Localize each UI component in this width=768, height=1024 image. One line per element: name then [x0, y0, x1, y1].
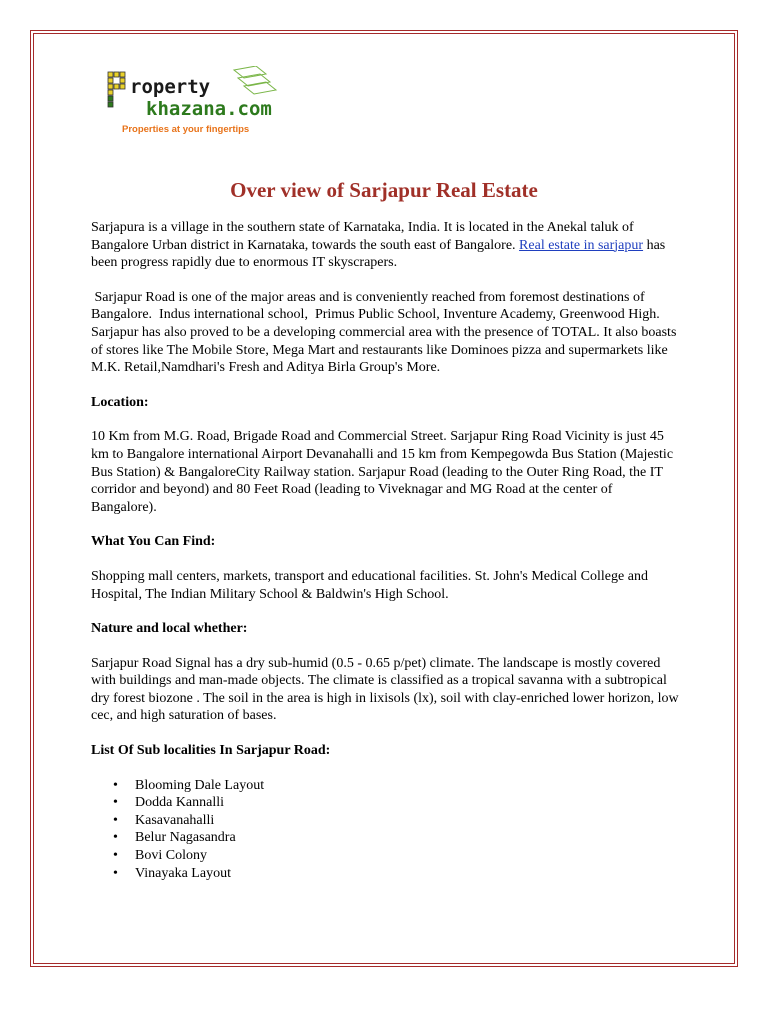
intro-text-before: Sarjapura is a village in the southern state of Karnataka, India. It is located in the Anekal taluk of Bangalore Urban district in Karnataka, towards the south east of Bangalore. — [91, 220, 634, 253]
logo-text-property: roperty — [130, 76, 211, 98]
intro-text-after: has been progress rapidly due to enormous IT skyscrapers. — [91, 237, 666, 271]
sarjapur-road-paragraph: Sarjapur Road is one of the major areas and is conveniently reached from foremost destinations of Bangalore. Indus international school, Primus Public School, Inventure Academy, Greenwood High. Sarjapur has also proved to be a developing commercial area with the presence of TOTAL. It also boasts of stores like The Mobile Store, Mega Mart and restaurants like Dominoes pizza and supermarkets like M.K. Retail,Namdhari's Fresh and Aditya Birla Group's More. — [91, 289, 680, 376]
find-paragraph: Shopping mall centers, markets, transport and educational facilities. St. John's Medical College and Hospital, The Indian Military School & Baldwin's High School. — [91, 568, 648, 602]
list-item: • Belur Nagasandra — [135, 829, 681, 847]
find-heading: What You Can Find: — [91, 534, 216, 550]
document-body — [91, 219, 681, 882]
list-item: • Bovi Colony — [135, 847, 681, 865]
logo-tagline: Properties at your fingertips — [122, 124, 250, 135]
real-estate-link[interactable]: Real estate in sarjapur — [519, 237, 644, 253]
location-heading: Location: — [91, 394, 149, 410]
page-title: Over view of Sarjapur Real Estate — [230, 178, 538, 202]
list-item: • Kasavanahalli — [135, 812, 681, 830]
location-paragraph: 10 Km from M.G. Road, Brigade Road and Commercial Street. Sarjapur Ring Road Vicinity is just 45 km to Bangalore international Airport Devanahalli and 15 km from Kempegowda Bus Station (Majestic Bus Station) & BangaloreCity Railway station. Sarjapur Road (leading to the Outer Ring Road, the IT corridor and beyond) and 80 Feet Road (leading to Viveknagar and MG Road at the center of Bangalore). — [91, 429, 674, 515]
intro-paragraph — [91, 219, 681, 272]
site-logo[interactable] — [106, 66, 306, 142]
list-item: • Vinayaka Layout — [135, 865, 681, 883]
localities-list — [91, 777, 681, 883]
localities-heading: List Of Sub localities In Sarjapur Road: — [91, 743, 331, 759]
list-item: • Dodda Kannalli — [135, 794, 681, 812]
nature-heading: Nature and local whether: — [91, 621, 248, 637]
logo-text-khazana: khazana.com — [146, 98, 272, 120]
list-item: • Blooming Dale Layout — [135, 777, 681, 795]
nature-paragraph: Sarjapur Road Signal has a dry sub-humid (0.5 - 0.65 p/pet) climate. The landscape is mostly covered with buildings and man-made objects. The climate is classified as a tropical savanna with a subtropical dry forest biozone . The soil in the area is high in lixisols (lx), soil with clay-enriched lower horizon, low cec, and high saturation of bases. — [91, 655, 679, 724]
